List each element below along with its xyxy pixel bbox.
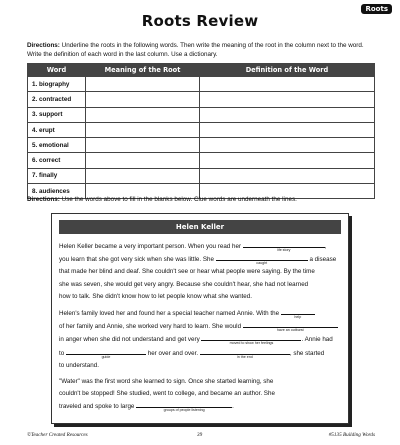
directions-label: Directions:: [27, 42, 60, 49]
clue-word: help: [294, 315, 302, 320]
clue-word: groups of people listening: [163, 408, 205, 413]
definition-cell[interactable]: [200, 107, 375, 122]
meaning-cell[interactable]: [86, 122, 200, 137]
word-cell: 2. contracted: [28, 92, 86, 107]
footer-copyright: ©Teacher Created Resources: [27, 432, 88, 438]
word-cell: 3. support: [28, 107, 86, 122]
word-cell: 8. audiences: [28, 184, 86, 199]
meaning-cell[interactable]: [86, 107, 200, 122]
clue-word: have an outburst: [276, 328, 304, 333]
fill-in-blank[interactable]: [243, 240, 325, 252]
table-row: [28, 153, 375, 168]
story-text: Helen Keller became a very important person. When you read her: [59, 243, 242, 250]
definition-cell[interactable]: [200, 168, 375, 183]
meaning-cell[interactable]: [86, 92, 200, 107]
table-row: [28, 107, 375, 122]
directions-label: Directions:: [27, 196, 60, 203]
roots-table: [27, 63, 375, 199]
meaning-cell[interactable]: [86, 77, 200, 92]
table-row: [28, 138, 375, 153]
story-text: couldn't be stopped! She studied, went to college, and became an author. She: [59, 390, 275, 398]
fill-in-blank[interactable]: [201, 333, 301, 346]
definition-cell[interactable]: [200, 77, 375, 92]
story-text: of her family and Annie, she worked very hard to learn. She would: [59, 323, 242, 331]
directions-text: Underline the roots in the following words. Then write the meaning of the root in the column next to the word. Write the definition of each word in the last column. Use a dictionary.: [27, 42, 364, 58]
directions-text: Use the words above to fill in the blanks below. Clue words are underneath the lines.: [59, 196, 297, 203]
table-row: [28, 168, 375, 183]
story-text: she was seven, she would get very angry. Because she couldn't hear, she had not learned: [59, 280, 309, 288]
story-text: in anger when she did not understand and get very: [59, 336, 200, 344]
clue-word: in the end: [236, 354, 253, 359]
story-text: her over and over.: [147, 349, 199, 357]
fill-in-blank[interactable]: [200, 347, 290, 359]
story-text: that made her blind and deaf. She couldn't see or hear what people were saying. By the time: [59, 268, 315, 276]
definition-cell[interactable]: [200, 122, 375, 137]
meaning-cell[interactable]: [86, 153, 200, 168]
word-cell: 5. emotional: [28, 138, 86, 153]
footer-page-number: 39: [197, 432, 203, 438]
table-row: [28, 92, 375, 107]
story-box: [51, 213, 349, 424]
table-row: [28, 122, 375, 137]
clue-word: caught: [256, 261, 268, 266]
story-paragraph-1: [59, 240, 342, 303]
table-row: [28, 77, 375, 92]
fill-in-blank[interactable]: [281, 307, 315, 320]
story-text: you learn that she got very sick when she was little. She: [59, 256, 214, 264]
word-cell: 7. finally: [28, 168, 86, 183]
story-text: to: [59, 349, 65, 357]
clue-word: moved to show her feelings: [229, 341, 274, 346]
fill-in-blank[interactable]: [66, 347, 146, 359]
section-tag: Roots: [361, 4, 392, 14]
fill-in-blank[interactable]: [136, 400, 234, 413]
header-definition: Definition of the Word: [200, 64, 375, 77]
story-text: . Annie had: [301, 336, 333, 344]
story-body: [59, 240, 342, 418]
definition-cell[interactable]: [200, 92, 375, 107]
directions-1: [27, 41, 377, 59]
page-title: Roots Review: [141, 12, 259, 30]
word-cell: 4. erupt: [28, 122, 86, 137]
story-paragraph-3: [59, 376, 342, 414]
meaning-cell[interactable]: [86, 168, 200, 183]
clue-word: guide: [101, 354, 111, 359]
word-cell: 6. correct: [28, 153, 86, 168]
footer-book-title: #5135 Building Words: [328, 432, 375, 438]
clue-word: life story: [277, 248, 291, 252]
definition-cell[interactable]: [200, 138, 375, 153]
fill-in-blank[interactable]: [243, 320, 338, 333]
story-text: "Water" was the first word she learned to sign. Once she started learning, she: [59, 378, 274, 386]
directions-2: [27, 195, 377, 204]
story-text: ,: [324, 243, 327, 250]
story-text: , she started: [289, 349, 325, 357]
fill-in-blank[interactable]: [216, 253, 308, 266]
definition-cell[interactable]: [200, 153, 375, 168]
story-text: Helen's family loved her and found her a special teacher named Annie. With the: [59, 310, 280, 318]
story-paragraph-2: [59, 307, 342, 372]
story-text: to understand.: [59, 361, 99, 369]
meaning-cell[interactable]: [86, 138, 200, 153]
header-meaning: Meaning of the Root: [86, 64, 200, 77]
table-header-row: [28, 64, 375, 77]
story-text: a disease: [309, 256, 337, 264]
story-text: .: [232, 403, 234, 411]
word-cell: 1. biography: [28, 77, 86, 92]
story-title: Helen Keller: [59, 220, 341, 234]
header-word: Word: [28, 64, 86, 77]
story-text: traveled and spoke to large: [59, 403, 135, 411]
story-text: how to talk. She didn't know how to let people know what she wanted.: [59, 292, 252, 300]
